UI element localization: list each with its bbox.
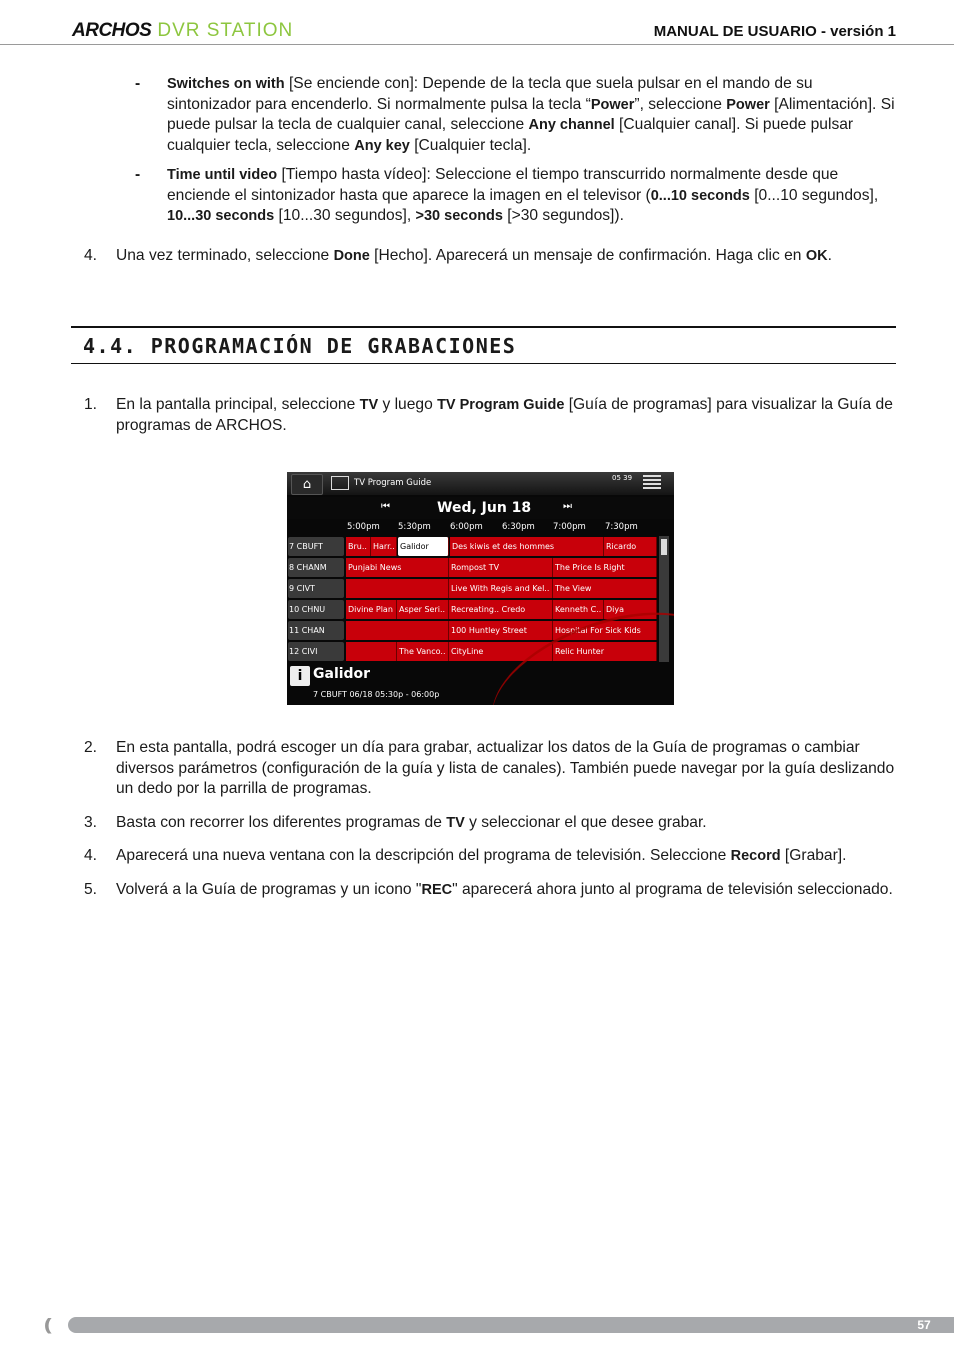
- footer-arcs-icon: ((((: [44, 1315, 47, 1334]
- step-number: 3.: [84, 814, 98, 831]
- step-item: [84, 846, 896, 867]
- program-cell: [346, 579, 449, 598]
- program-cell-selected: Galidor: [398, 537, 449, 556]
- program-cell: Hospital For Sick Kids: [553, 621, 657, 640]
- step-text: Aparecerá una nueva ventana con la descripción del programa de televisión. Seleccione Record [Grabar].: [116, 847, 847, 864]
- tv-program-guide-screenshot: [287, 472, 674, 705]
- channel-label: 8 CHANM: [288, 558, 344, 577]
- program-cell: Asper Seri..: [397, 600, 449, 619]
- program-cell: [346, 621, 449, 640]
- page-number: 57: [894, 1317, 954, 1333]
- time-slot: 7:30pm: [605, 522, 638, 532]
- program-cell: Harr..: [371, 537, 397, 556]
- step-number: 5.: [84, 881, 98, 898]
- program-cell: Ricardo: [604, 537, 657, 556]
- program-cell: Des kiwis et des hommes: [450, 537, 604, 556]
- step-number: 4.: [84, 847, 98, 864]
- channel-label: 11 CHAN: [288, 621, 344, 640]
- channel-label: 12 CIVI: [288, 642, 344, 661]
- step-item: [84, 395, 896, 436]
- section-heading: [71, 326, 896, 364]
- step-number: 1.: [84, 396, 98, 413]
- next-day-icon: ⏭: [563, 501, 572, 512]
- clock-readout: 05 39: [612, 474, 633, 482]
- program-cell: Divine Plan: [346, 600, 397, 619]
- list-item-switches-on-with: [135, 74, 895, 156]
- dash-item-text: Time until video [Tiempo hasta vídeo]: Seleccione el tiempo transcurrido normalmente desde que enciende el sintonizador hasta que aparece la imagen en el televisor (0...10 seconds [0...10 segundos], 10...30 seconds [10...30 segundos], >30 seconds [>30 segundos]).: [167, 166, 879, 224]
- step-item: [84, 813, 896, 834]
- step-text: Una vez terminado, seleccione Done [Hecho]. Aparecerá un mensaje de confirmación. Haga clic en OK.: [116, 247, 832, 264]
- program-cell: The Price Is Right: [553, 558, 657, 577]
- step-text: En la pantalla principal, seleccione TV y luego TV Program Guide [Guía de programas] para visualizar la Guía de programas de ARCHOS.: [116, 396, 893, 434]
- dash-marker: -: [135, 75, 141, 92]
- time-slot: 6:30pm: [502, 522, 535, 532]
- tv-icon: [331, 476, 349, 490]
- program-cell: The Vanco..: [397, 642, 449, 661]
- time-slot: 5:30pm: [398, 522, 431, 532]
- dash-item-text: Switches on with [Se enciende con]: Depende de la tecla que suela pulsar en el mando de su sintonizador para encenderlo. Si normalmente pulsa la tecla “Power”, seleccione Power [Alimentación]. Si puede pulsar la tecla de cualquier canal, seleccione Any channel [Cualquier canal]. Si puede pulsar cualquier tecla, seleccione Any key [Cualquier tecla].: [167, 75, 895, 154]
- page-footer: [44, 1316, 954, 1334]
- step-item: [84, 246, 896, 267]
- selected-program-title: Galidor: [313, 666, 371, 682]
- step-number: 4.: [84, 247, 98, 264]
- time-slot: 6:00pm: [450, 522, 483, 532]
- menu-icon: [643, 475, 661, 491]
- page-header: [0, 0, 954, 45]
- step-number: 2.: [84, 739, 98, 756]
- section-title: 4.4. PROGRAMACIÓN DE GRABACIONES: [83, 334, 517, 358]
- program-cell: The View: [553, 579, 657, 598]
- channel-label: 9 CIVT: [288, 579, 344, 598]
- program-cell: Relic Hunter: [553, 642, 657, 661]
- step-text: Basta con recorrer los diferentes programas de TV y seleccionar el que desee grabar.: [116, 814, 707, 831]
- step-item: [84, 738, 896, 800]
- time-slot: 7:00pm: [553, 522, 586, 532]
- program-cell: Live With Regis and Kel..: [449, 579, 553, 598]
- program-cell: Punjabi News: [346, 558, 449, 577]
- step-item: [84, 880, 896, 901]
- selected-program-meta: 7 CBUFT 06/18 05:30p - 06:00p: [313, 690, 440, 699]
- program-cell: Recreating.. Credo: [449, 600, 553, 619]
- brand-archos: ARCHOS: [72, 20, 152, 41]
- guide-date: Wed, Jun 18: [437, 500, 532, 516]
- footer-bar: [68, 1317, 934, 1333]
- home-icon: ⌂: [291, 474, 323, 495]
- brand-product: DVR STATION: [157, 20, 294, 41]
- previous-day-icon: ⏮: [381, 501, 390, 512]
- dash-marker: -: [135, 166, 141, 183]
- app-title: TV Program Guide: [354, 478, 432, 488]
- program-cell: Bru..: [346, 537, 371, 556]
- channel-label: 7 CBUFT: [288, 537, 344, 556]
- step-text: Volverá a la Guía de programas y un icono "REC" aparecerá ahora junto al programa de televisión seleccionado.: [116, 881, 893, 898]
- manual-version-label: MANUAL DE USUARIO - versión 1: [653, 23, 896, 40]
- channel-label: 10 CHNU: [288, 600, 344, 619]
- program-cell: Kenneth C..: [553, 600, 604, 619]
- list-item-time-until-video: [135, 165, 895, 227]
- brand-logo: [72, 20, 293, 42]
- info-icon: i: [290, 666, 310, 686]
- step-text: En esta pantalla, podrá escoger un día para grabar, actualizar los datos de la Guía de programas o cambiar diversos parámetros (configuración de la guía y lista de canales). También puede navegar por la guía deslizando un dedo por la parrilla de programas.: [116, 739, 895, 797]
- program-cell: CityLine: [449, 642, 553, 661]
- time-slot: 5:00pm: [347, 522, 380, 532]
- program-cell: Diya: [604, 600, 657, 619]
- program-cell: 100 Huntley Street: [449, 621, 553, 640]
- program-cell: Rompost TV: [449, 558, 553, 577]
- program-cell: [346, 642, 397, 661]
